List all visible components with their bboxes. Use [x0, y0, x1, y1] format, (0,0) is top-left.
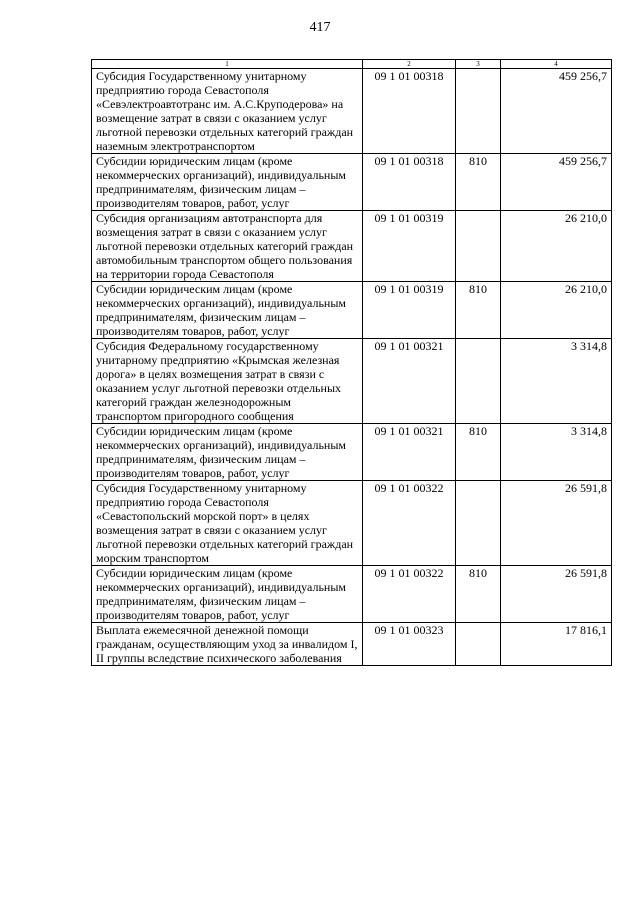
table-row — [92, 154, 612, 211]
row-amount: 26 591,8 — [501, 566, 612, 623]
row-amount: 26 210,0 — [501, 211, 612, 282]
row-name: Субсидии юридическим лицам (кроме некоммерческих организаций), индивидуальным предпринимателям, физическим лицам – производителям товаров, работ, услуг — [92, 566, 363, 623]
row-name: Субсидии юридическим лицам (кроме некоммерческих организаций), индивидуальным предпринимателям, физическим лицам – производителям товаров, работ, услуг — [92, 282, 363, 339]
row-name: Субсидии юридическим лицам (кроме некоммерческих организаций), индивидуальным предпринимателям, физическим лицам – производителям товаров, работ, услуг — [92, 154, 363, 211]
header-col-3: 3 — [456, 60, 501, 69]
row-expense-type — [456, 211, 501, 282]
row-amount: 17 816,1 — [501, 623, 612, 666]
row-expense-type: 810 — [456, 566, 501, 623]
row-target-code: 09 1 01 00322 — [363, 481, 456, 566]
row-target-code: 09 1 01 00323 — [363, 623, 456, 666]
row-name: Субсидия Федеральному государственному унитарному предприятию «Крымская железная дорога» в целях возмещения затрат в связи с оказанием услуг льготной перевозки отдельных категорий граждан железнодорожным транспортом пригородного сообщения — [92, 339, 363, 424]
table-row — [92, 339, 612, 424]
row-name: Субсидия организациям автотранспорта для возмещения затрат в связи с оказанием услуг льготной перевозки отдельных категорий граждан автомобильным транспортом общего пользования на территории города Севастополя — [92, 211, 363, 282]
header-col-2: 2 — [363, 60, 456, 69]
row-expense-type — [456, 339, 501, 424]
table-row — [92, 211, 612, 282]
row-target-code: 09 1 01 00322 — [363, 566, 456, 623]
row-target-code: 09 1 01 00319 — [363, 211, 456, 282]
row-amount: 26 591,8 — [501, 481, 612, 566]
row-amount: 459 256,7 — [501, 154, 612, 211]
table-header-row — [92, 60, 612, 69]
row-amount: 459 256,7 — [501, 69, 612, 154]
row-target-code: 09 1 01 00318 — [363, 69, 456, 154]
row-expense-type: 810 — [456, 282, 501, 339]
table-row — [92, 623, 612, 666]
header-col-4: 4 — [501, 60, 612, 69]
row-expense-type: 810 — [456, 154, 501, 211]
row-name: Выплата ежемесячной денежной помощи гражданам, осуществляющим уход за инвалидом I, II группы вследствие психического заболевания — [92, 623, 363, 666]
row-name: Субсидии юридическим лицам (кроме некоммерческих организаций), индивидуальным предпринимателям, физическим лицам – производителям товаров, работ, услуг — [92, 424, 363, 481]
row-amount: 26 210,0 — [501, 282, 612, 339]
row-expense-type — [456, 69, 501, 154]
row-amount: 3 314,8 — [501, 424, 612, 481]
row-expense-type — [456, 481, 501, 566]
table-row — [92, 69, 612, 154]
table-row — [92, 282, 612, 339]
row-expense-type — [456, 623, 501, 666]
row-target-code: 09 1 01 00321 — [363, 339, 456, 424]
table-row — [92, 424, 612, 481]
row-target-code: 09 1 01 00319 — [363, 282, 456, 339]
row-name: Субсидия Государственному унитарному предприятию города Севастополя «Севэлектроавтотранс им. А.С.Круподерова» на возмещение затрат в связи с оказанием услуг льготной перевозки отдельных категорий граждан наземным электротранспортом — [92, 69, 363, 154]
row-target-code: 09 1 01 00321 — [363, 424, 456, 481]
row-amount: 3 314,8 — [501, 339, 612, 424]
header-col-1: 1 — [92, 60, 363, 69]
table-row — [92, 566, 612, 623]
budget-table — [91, 59, 612, 666]
row-expense-type: 810 — [456, 424, 501, 481]
page-number: 417 — [309, 20, 331, 35]
row-name: Субсидия Государственному унитарному предприятию города Севастополя «Севастопольский морской порт» в целях возмещения затрат в связи с оказанием услуг льготной перевозки отдельных категорий граждан морским транспортом — [92, 481, 363, 566]
row-target-code: 09 1 01 00318 — [363, 154, 456, 211]
table-row — [92, 481, 612, 566]
